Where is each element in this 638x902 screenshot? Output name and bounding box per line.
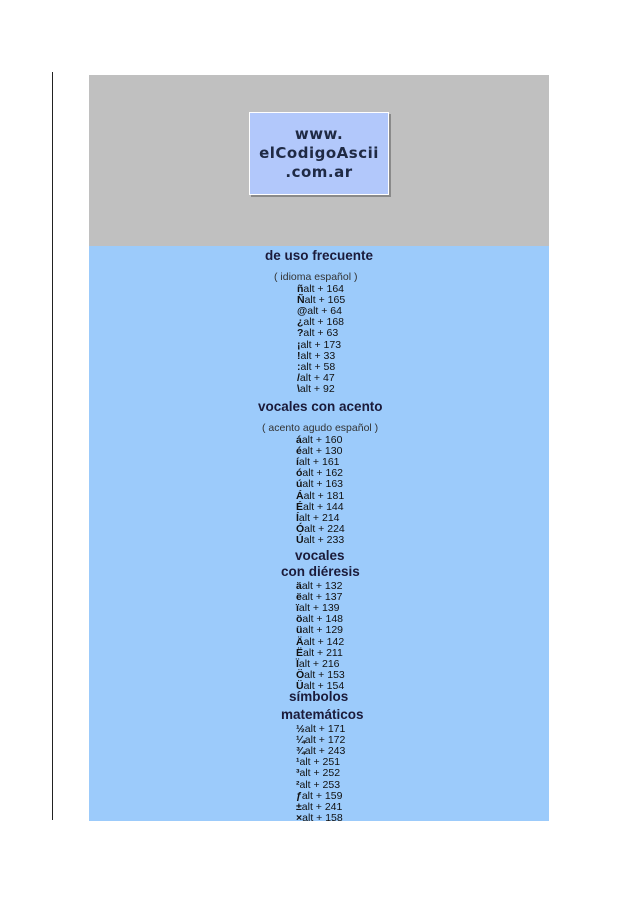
entry-code: alt + 233 (303, 533, 345, 546)
entry-char: ± (296, 800, 302, 813)
entry-char: ² (296, 778, 300, 791)
section-title-matematicos-2: matemáticos (281, 707, 364, 722)
entry-row (296, 813, 343, 824)
entry-char: ¼ (296, 734, 305, 747)
entry-char: ñ (297, 283, 304, 295)
logo-line-1: www. (294, 125, 344, 143)
entry-code: alt + 142 (303, 635, 345, 648)
entry-char: ! (297, 349, 301, 362)
entry-code: alt + 160 (301, 434, 343, 446)
entry-char: Ü (296, 679, 304, 692)
entry-char: Ö (296, 668, 305, 681)
entry-code: alt + 144 (303, 500, 344, 513)
entry-char: ¡ (297, 338, 301, 351)
section-note-frecuente: ( idioma español ) (274, 271, 358, 283)
entry-char: ä (296, 580, 302, 592)
entry-row (296, 535, 344, 546)
header-band (89, 75, 549, 246)
entry-code: alt + 224 (304, 522, 345, 535)
entry-char: @ (297, 305, 308, 318)
entry-char: ¿ (297, 316, 304, 329)
entry-code: alt + 64 (307, 305, 342, 318)
logo-line-2: elCodigoAscii (259, 144, 379, 162)
entry-char: Ë (296, 646, 304, 659)
entry-char: Ï (296, 657, 299, 670)
site-logo (249, 112, 389, 195)
entry-char: í (296, 456, 299, 469)
entry-code: alt + 251 (299, 756, 341, 769)
entry-char: Í (296, 511, 299, 524)
entry-code: alt + 161 (298, 456, 340, 469)
entry-code: alt + 241 (301, 800, 343, 813)
entry-code: alt + 132 (301, 580, 343, 592)
entry-code: alt + 163 (302, 478, 343, 491)
entry-code: alt + 181 (303, 489, 345, 502)
logo-line-3: .com.ar (285, 163, 353, 181)
entry-char: ï (296, 602, 299, 615)
entry-code: alt + 216 (298, 657, 340, 670)
entry-char: ƒ (296, 789, 302, 802)
entry-code: alt + 63 (303, 327, 339, 340)
entry-code: alt + 153 (304, 668, 345, 681)
entry-code: alt + 148 (302, 613, 343, 626)
entry-char: Ó (296, 522, 305, 535)
entry-code: alt + 252 (299, 767, 341, 780)
entry-code: alt + 211 (303, 646, 343, 659)
entry-code: alt + 130 (301, 445, 343, 458)
entry-char: Ä (296, 635, 304, 648)
entry-char: \ (297, 382, 300, 395)
entry-code: alt + 159 (301, 789, 343, 802)
entry-char: ? (297, 327, 304, 340)
entry-code: alt + 162 (302, 467, 343, 480)
entry-code: alt + 154 (303, 679, 345, 692)
entry-char: ó (296, 467, 303, 480)
entry-code: alt + 164 (303, 283, 344, 295)
entry-code: alt + 129 (302, 624, 343, 637)
entry-code: alt + 172 (304, 734, 346, 747)
entry-char: / (297, 371, 300, 384)
entry-char: Ú (296, 533, 304, 546)
entry-code: alt + 173 (300, 338, 342, 351)
entry-char: á (296, 434, 302, 446)
entry-char: é (296, 445, 302, 458)
entry-char: ú (296, 478, 303, 491)
entry-code: alt + 33 (300, 349, 336, 362)
entry-code: alt + 243 (304, 745, 346, 758)
entry-code: alt + 165 (304, 294, 346, 307)
entry-code: alt + 92 (299, 382, 335, 395)
entry-code: alt + 47 (299, 371, 335, 384)
entry-char: ¹ (296, 756, 300, 769)
entry-char: Á (296, 489, 304, 502)
entry-char: ë (296, 591, 302, 604)
section-title-acento: vocales con acento (258, 399, 383, 414)
entry-row (297, 384, 335, 395)
section-title-frecuente: de uso frecuente (265, 248, 374, 263)
section-title-matematicos-1: símbolos (289, 689, 349, 704)
entry-char: Ñ (297, 294, 305, 307)
entry-char: ³ (296, 767, 300, 780)
entry-code: alt + 139 (298, 602, 340, 615)
entry-code: alt + 158 (302, 811, 343, 824)
entry-char: × (296, 811, 303, 824)
entry-code: alt + 253 (299, 778, 341, 791)
entry-code: alt + 58 (300, 360, 336, 373)
section-title-dieresis-1: vocales (295, 548, 345, 563)
entry-code: alt + 214 (298, 511, 340, 524)
section-title-dieresis-2: con diéresis (281, 564, 360, 579)
entry-char: É (296, 500, 304, 513)
margin-line (52, 72, 53, 820)
entry-char: ½ (296, 723, 305, 735)
entry-char: : (297, 360, 301, 373)
entry-char: ¾ (296, 745, 305, 758)
entry-code: alt + 168 (303, 316, 344, 329)
page (89, 75, 549, 824)
entry-code: alt + 171 (304, 723, 346, 735)
entry-char: ö (296, 613, 303, 626)
entry-code: alt + 137 (301, 591, 343, 604)
section-note-acento: ( acento agudo español ) (262, 422, 379, 434)
entry-char: ü (296, 624, 303, 637)
